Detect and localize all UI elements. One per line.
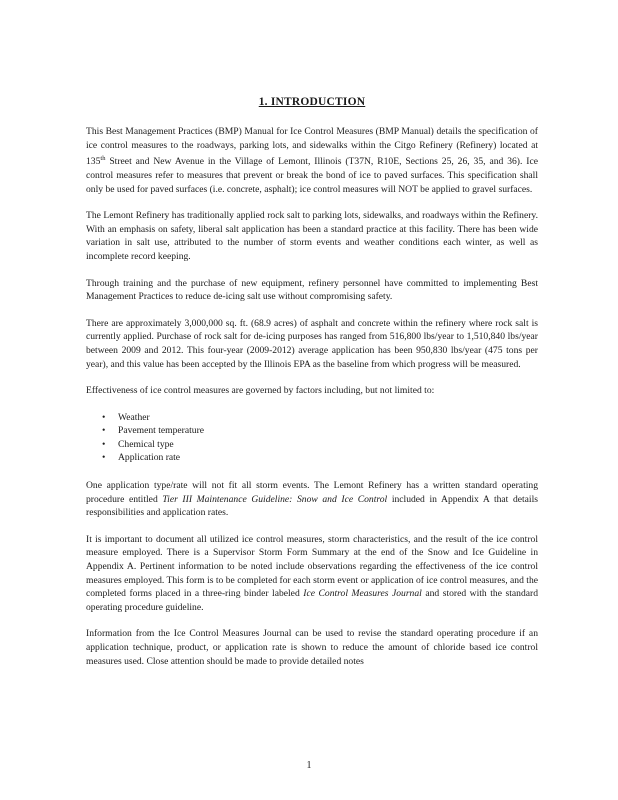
- bullet-icon: •: [102, 438, 106, 450]
- list-item-text: Weather: [118, 411, 150, 423]
- list-item-text: Application rate: [118, 452, 181, 464]
- paragraph-documentation-part-b: and stored with the standard operating procedure guideline.: [86, 588, 538, 613]
- paragraph-training: Through training and the purchase of new equipment, refinery personnel have committed to implementing Best Management Practices to reduce de-icing salt use without compromising safety.: [86, 277, 538, 303]
- section-heading: 1. INTRODUCTION: [258, 96, 366, 108]
- page-number: 1: [306, 760, 312, 771]
- bullet-icon: •: [102, 452, 106, 464]
- list-item-text: Pavement temperature: [118, 425, 205, 437]
- bullet-icon: •: [102, 425, 106, 437]
- list-item: [102, 438, 538, 452]
- paragraph-intro: [86, 125, 538, 196]
- journal-title: Ice Control Measures Journal: [303, 588, 422, 600]
- paragraph-history: The Lemont Refinery has traditionally applied rock salt to parking lots, sidewalks, and roadways within the Refinery. With an emphasis on safety, liberal salt application has been a standard practice at this facility. There has been wide variation in salt use, attributed to the number of storm events and weather conditions each winter, as well as incomplete record keeping.: [86, 210, 538, 262]
- paragraph-area: There are approximately 3,000,000 sq. ft. (68.9 acres) of asphalt and concrete within the refinery where rock salt is currently applied. Purchase of rock salt for de-icing purposes has ranged from 516,800 lbs/year to 1,510,840 lbs/year between 2009 and 2012. This four-year (2009-2012) average application has been 950,830 lbs/year (475 tons per year), and this value has been accepted by the Illinois EPA as the baseline from which progress will be measured.: [86, 317, 538, 370]
- list-item: [102, 411, 538, 425]
- paragraph-intro-part-b: Street and New Avenue in the Village of Lemont, Illinois (T37N, R10E, Sections 25, 26, 35, and 36). Ice control measures refer to measures that prevent or break the bond of ice to paved surfaces. This specification shall only be used for paved surfaces (i.e. concrete, asphalt); ice control measures will NOT be applied to gravel surfaces.: [86, 156, 538, 195]
- guideline-title: Tier III Maintenance Guideline: Snow and Ice Control: [162, 493, 388, 505]
- paragraph-journal-use: Information from the Ice Control Measures Journal can be used to revise the standard operating procedure if an application technique, product, or application rate is shown to reduce the amount of chloride based ice control measures used. Close attention should be made to provide detailed notes: [86, 628, 538, 667]
- ordinal-suffix: th: [100, 155, 106, 163]
- list-item-text: Chemical type: [118, 438, 174, 450]
- paragraph-documentation-part-a: It is important to document all utilized ice control measures, storm characteristics, and the result of the ice control measure employed. There is a Supervisor Storm Form Summary at the end of the Snow and Ice Guideline in Appendix A. Pertinent information to be noted include observations regarding the effectiveness of the ice control measures employed. This form is to be completed for each storm event or application of ice control measures, and the completed forms placed in a three-ring binder labeled: [86, 533, 538, 600]
- list-item: [102, 451, 538, 465]
- factor-list: [86, 411, 538, 465]
- list-item: [102, 424, 538, 438]
- paragraph-application-part-a: One application type/rate will not fit all storm events. The Lemont Refinery has a written standard operating procedure entitled: [86, 480, 538, 505]
- paragraph-factors: Effectiveness of ice control measures are governed by factors including, but not limited to:: [86, 385, 435, 397]
- bullet-icon: •: [102, 411, 106, 423]
- paragraph-application: [86, 479, 538, 520]
- paragraph-documentation: [86, 533, 538, 615]
- paragraph-intro-part-a: This Best Management Practices (BMP) Manual for Ice Control Measures (BMP Manual) details the specification of ice control measures to the roadways, parking lots, and sidewalks within the Citgo Refinery (Refinery) located at 135: [86, 126, 538, 168]
- paragraph-application-part-b: included in Appendix A that details responsibilities and application rates.: [86, 493, 538, 519]
- document-page: [86, 96, 538, 681]
